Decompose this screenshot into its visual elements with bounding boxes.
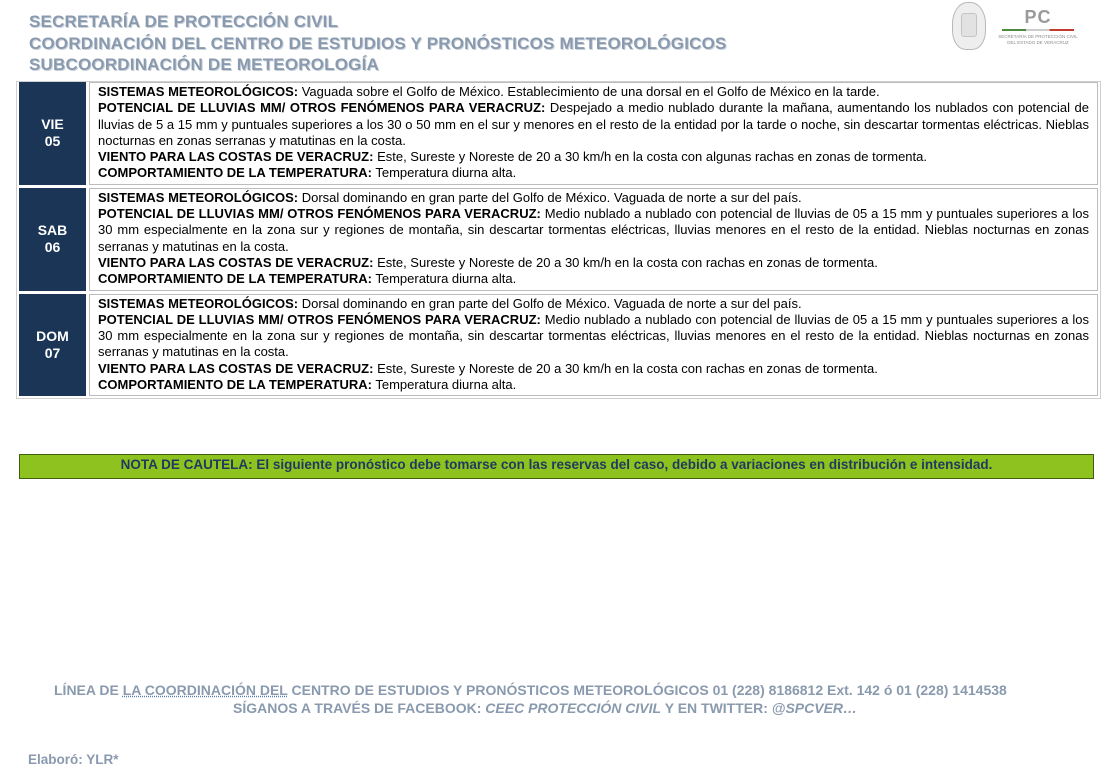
- value-viento: Este, Sureste y Noreste de 20 a 30 km/h en la costa con rachas en zonas de tormenta.: [377, 254, 878, 270]
- forecast-lluvias: [98, 206, 1089, 255]
- label-temperatura: COMPORTAMIENTO DE LA TEMPERATURA:: [98, 271, 372, 287]
- twitter-handle: @SPCVER…: [771, 700, 858, 716]
- facebook-name: CEEC PROTECCIÓN CIVIL: [485, 700, 662, 716]
- value-lluvias: Medio nublado a nublado con potencial de lluvias de 05 a 15 mm y puntuales superiores a los 30 mm especialmente en la zona sur y regiones de montaña, sin descartar tormentas eléctricas, lluvias menores en el resto de la entidad. Nieblas nocturnas en zonas serranas y matutinas en la costa.: [98, 311, 1089, 360]
- forecast-content: [89, 294, 1098, 397]
- value-viento: Este, Sureste y Noreste de 20 a 30 km/h en la costa con algunas rachas en zonas de tormenta.: [377, 149, 927, 165]
- label-lluvias: POTENCIAL DE LLUVIAS MM/ OTROS FENÓMENOS PARA VERACRUZ:: [98, 311, 541, 327]
- forecast-row: [17, 294, 1100, 397]
- value-sistemas: Vaguada sobre el Golfo de México. Establecimiento de una dorsal en el Golfo de México en la tarde.: [301, 84, 880, 99]
- pc-logo-caption: SECRETARÍA DE PROTECCIÓN CIVIL DEL ESTADO DE VERACRUZ: [998, 34, 1078, 45]
- forecast-viento: [98, 149, 1089, 165]
- day-name: DOM: [36, 327, 69, 344]
- value-temperatura: Temperatura diurna alta.: [375, 377, 517, 393]
- forecast-viento: [98, 255, 1089, 271]
- value-sistemas: Dorsal dominando en gran parte del Golfo de México. Vaguada de norte a sur del país.: [301, 189, 802, 205]
- forecast-sistemas: [98, 296, 1089, 312]
- value-lluvias: Medio nublado a nublado con potencial de lluvias de 05 a 15 mm y puntuales superiores a los 30 mm especialmente en la zona sur y regiones de montaña, sin descartar tormentas eléctricas, lluvias menores en el resto de la entidad. Nieblas nocturnas en zonas serranas y matutinas en la costa.: [98, 206, 1089, 254]
- day-date: 07: [44, 344, 61, 361]
- header: [29, 11, 727, 76]
- forecast-lluvias: [98, 312, 1089, 361]
- header-line-subcoordinacion: SUBCOORDINACIÓN DE METEOROLOGÍA: [29, 55, 379, 74]
- value-viento: Este, Sureste y Noreste de 20 a 30 km/h en la costa con rachas en zonas de tormenta.: [377, 360, 878, 376]
- pc-logo: [996, 8, 1080, 46]
- forecast-temperatura: [98, 377, 1089, 393]
- label-sistemas: SISTEMAS METEOROLÓGICOS:: [98, 189, 299, 205]
- forecast-sistemas: [98, 84, 1089, 100]
- contact-prefix: LÍNEA DE: [54, 682, 123, 698]
- state-seal-icon: [952, 2, 986, 50]
- label-lluvias: POTENCIAL DE LLUVIAS MM/ OTROS FENÓMENOS PARA VERACRUZ:: [98, 206, 541, 222]
- caution-note: NOTA DE CAUTELA: El siguiente pronóstico debe tomarse con las reservas del caso, debido a variaciones en distribución e intensidad.: [19, 454, 1094, 479]
- label-viento: VIENTO PARA LAS COSTAS DE VERACRUZ:: [98, 254, 374, 270]
- forecast-content: [89, 82, 1098, 185]
- forecast-row: [17, 82, 1100, 185]
- day-cell: [19, 188, 86, 291]
- forecast-row: [17, 188, 1100, 291]
- label-viento: VIENTO PARA LAS COSTAS DE VERACRUZ:: [98, 360, 374, 376]
- day-name: SAB: [37, 222, 68, 239]
- day-cell: [19, 82, 86, 185]
- day-date: 05: [44, 133, 61, 150]
- label-temperatura: COMPORTAMIENTO DE LA TEMPERATURA:: [98, 377, 372, 393]
- header-line-coordinacion: COORDINACIÓN DEL CENTRO DE ESTUDIOS Y PRONÓSTICOS METEOROLÓGICOS: [29, 33, 727, 53]
- value-temperatura: Temperatura diurna alta.: [375, 165, 517, 181]
- value-temperatura: Temperatura diurna alta.: [375, 271, 517, 287]
- label-viento: VIENTO PARA LAS COSTAS DE VERACRUZ:: [98, 149, 374, 165]
- label-sistemas: SISTEMAS METEOROLÓGICOS:: [98, 84, 299, 99]
- day-name: VIE: [41, 116, 64, 133]
- value-lluvias: Despejado a medio nublado durante la mañana, aumentando los nublados con potencial de lluvias de 5 a 15 mm y puntuales superiores a los 30 o 50 mm en el sur y menores en el resto de la entidad por la tarde o noche, sin descartar tormentas eléctricas. Nieblas nocturnas en zonas serranas y matutinas en la costa.: [98, 100, 1089, 148]
- contact-line: [54, 681, 1007, 699]
- label-sistemas: SISTEMAS METEOROLÓGICOS:: [98, 295, 299, 311]
- header-line-secretaria: SECRETARÍA DE PROTECCIÓN CIVIL: [29, 12, 339, 31]
- forecast-sistemas: [98, 190, 1089, 206]
- social-line: [233, 699, 857, 717]
- facebook-prefix: SÍGANOS A TRAVÉS DE FACEBOOK:: [233, 700, 486, 716]
- forecast-temperatura: [98, 271, 1089, 287]
- contact-rest: CENTRO DE ESTUDIOS Y PRONÓSTICOS METEOROLÓGICOS 01 (228) 8186812 Ext. 142 ó 01 (228) 1414538: [287, 682, 1007, 698]
- logos: [950, 2, 1080, 52]
- forecast-table: [16, 81, 1101, 399]
- label-temperatura: COMPORTAMIENTO DE LA TEMPERATURA:: [98, 165, 372, 181]
- elaboro-footer: Elaboró: YLR*: [28, 752, 119, 767]
- forecast-content: [89, 188, 1098, 291]
- value-sistemas: Dorsal dominando en gran parte del Golfo de México. Vaguada de norte a sur del país.: [301, 295, 802, 311]
- forecast-viento: [98, 361, 1089, 377]
- forecast-temperatura: [98, 165, 1089, 181]
- contact-linked-text[interactable]: LA COORDINACIÓN DEL: [122, 682, 288, 698]
- day-date: 06: [44, 239, 61, 256]
- twitter-prefix: Y EN TWITTER:: [661, 700, 772, 716]
- forecast-lluvias: [98, 100, 1089, 149]
- label-lluvias: POTENCIAL DE LLUVIAS MM/ OTROS FENÓMENOS PARA VERACRUZ:: [98, 100, 546, 116]
- pc-logo-letters: PC: [1024, 7, 1052, 27]
- pc-logo-bar: [1002, 29, 1074, 31]
- day-cell: [19, 294, 86, 397]
